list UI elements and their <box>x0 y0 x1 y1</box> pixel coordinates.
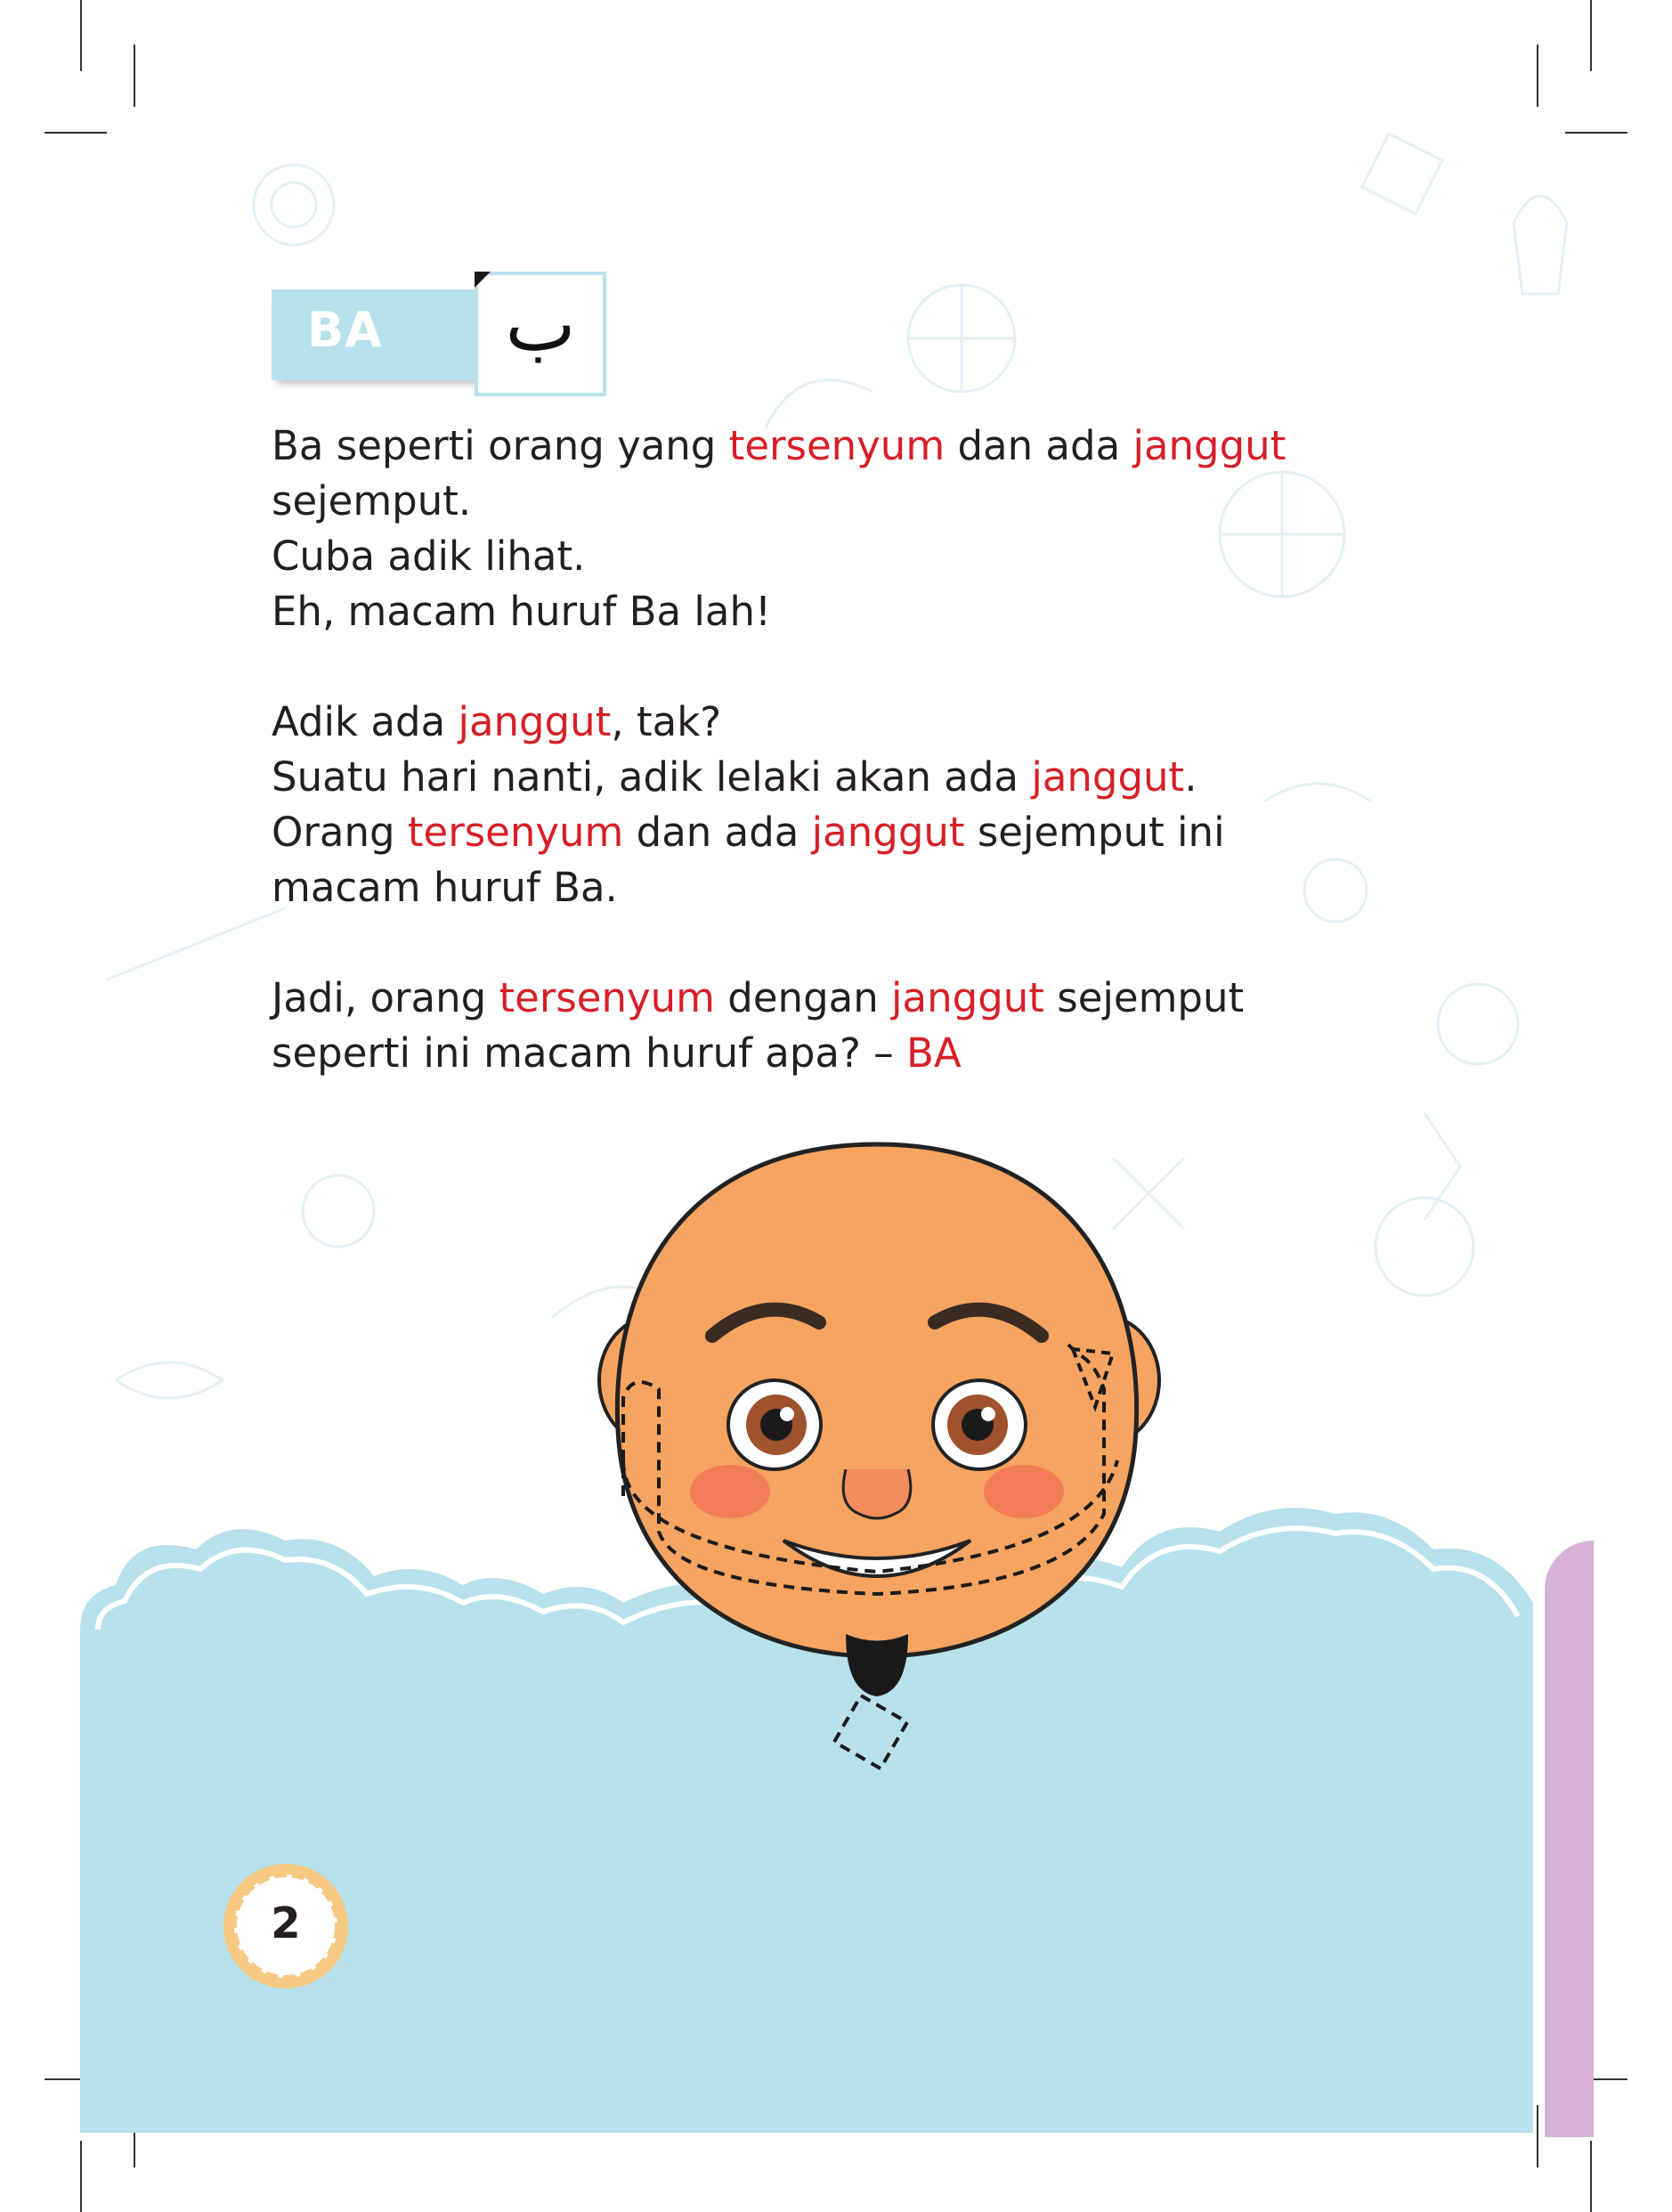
text-segment: Suatu hari nanti, adik lelaki akan ada <box>272 753 1032 801</box>
page-number: 2 <box>271 1899 301 1948</box>
highlight-word: tersenyum <box>407 809 624 856</box>
highlight-word: janggut <box>1132 422 1286 469</box>
text-segment: Orang <box>272 809 408 856</box>
text-segment: dan ada <box>623 809 812 856</box>
highlight-word: janggut <box>811 809 965 856</box>
highlight-word: tersenyum <box>499 974 715 1021</box>
text-segment: sejemput ini <box>964 809 1225 856</box>
text-segment: Jadi, orang <box>272 974 499 1021</box>
text-segment: macam huruf Ba. <box>272 864 618 911</box>
highlight-word: tersenyum <box>728 422 946 469</box>
left-cheek <box>690 1465 770 1518</box>
text-segment: sejemput <box>1043 974 1245 1021</box>
head <box>617 1144 1136 1656</box>
text-segment: dengan <box>715 974 892 1021</box>
highlight-word: BA <box>905 1029 962 1077</box>
text-segment: Adik ada <box>272 698 459 745</box>
nose <box>843 1469 911 1518</box>
text-segment: sejemput. <box>272 477 472 525</box>
highlight-word: janggut <box>458 698 612 745</box>
right-cheek <box>984 1465 1064 1518</box>
highlight-word: janggut <box>1031 753 1185 801</box>
highlight-word: janggut <box>891 974 1044 1021</box>
text-segment: Ba seperti orang yang <box>272 422 729 469</box>
text-segment: dan ada <box>945 422 1133 469</box>
text-segment: , tak? <box>611 698 722 745</box>
latin-letter: BA <box>307 302 383 358</box>
text-segment: . <box>1184 753 1197 801</box>
arabic-letter: ب <box>505 281 576 368</box>
text-segment: Cuba adik lihat. <box>272 533 586 580</box>
page-number-badge <box>221 1861 351 1991</box>
text-segment: seperti ini macam huruf apa? – <box>272 1029 906 1077</box>
text-segment: Eh, macam huruf Ba lah! <box>272 588 772 635</box>
